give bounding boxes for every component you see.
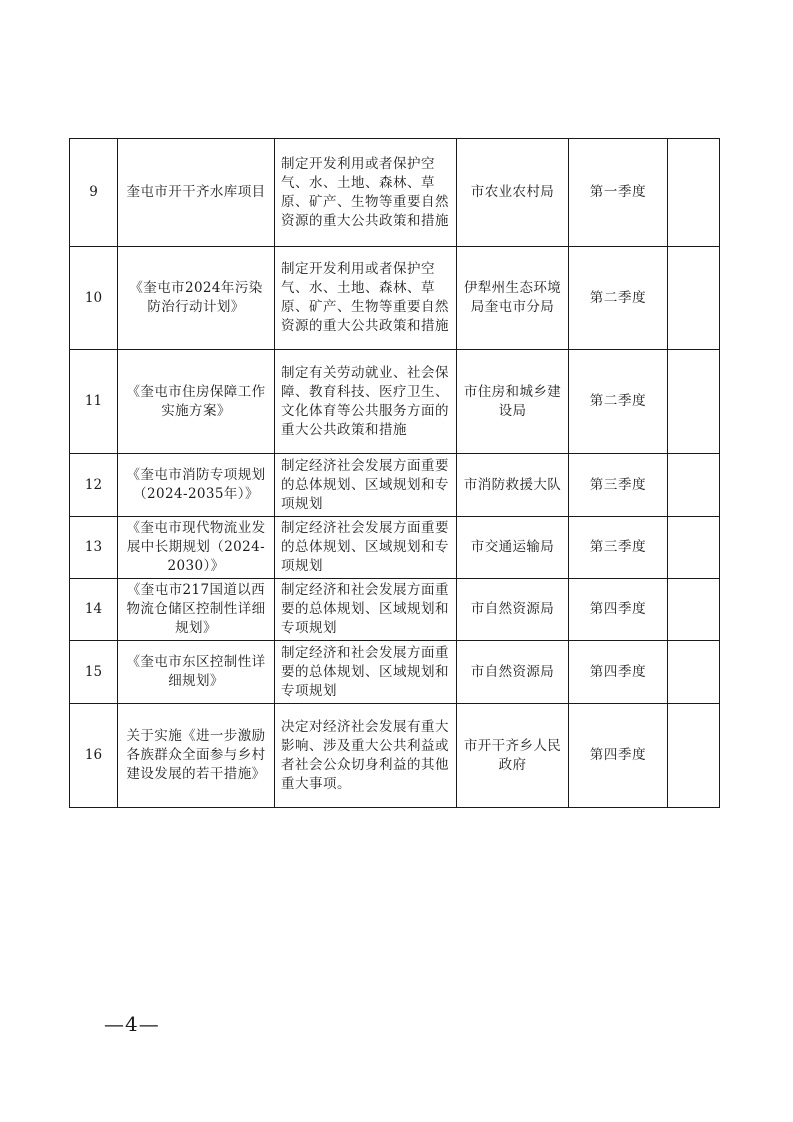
table-row — [70, 350, 720, 454]
table-row — [70, 517, 720, 579]
decision-basis: 制定经济和社会发展方面重要的总体规划、区域规划和专项规划 — [275, 579, 457, 641]
table-row — [70, 641, 720, 704]
table-row — [70, 247, 720, 350]
schedule-quarter: 第四季度 — [569, 579, 668, 641]
item-name: 《奎屯市东区控制性详细规划》 — [118, 641, 275, 704]
item-name: 《奎屯市217国道以西物流仓储区控制性详细规划》 — [118, 579, 275, 641]
decision-basis: 制定开发利用或者保护空气、水、土地、森林、草原、矿产、生物等重要自然资源的重大公共政策和措施 — [275, 247, 457, 350]
row-number: 13 — [70, 517, 118, 579]
decision-basis: 制定经济社会发展方面重要的总体规划、区域规划和专项规划 — [275, 454, 457, 517]
row-number: 11 — [70, 350, 118, 454]
responsible-department: 市交通运输局 — [457, 517, 569, 579]
remarks-cell — [668, 704, 720, 808]
schedule-quarter: 第二季度 — [569, 350, 668, 454]
row-number: 10 — [70, 247, 118, 350]
page-number: —4— — [104, 1012, 160, 1036]
item-name: 奎屯市开干齐水库项目 — [118, 139, 275, 247]
row-number: 9 — [70, 139, 118, 247]
row-number: 15 — [70, 641, 118, 704]
responsible-department: 市消防救援大队 — [457, 454, 569, 517]
schedule-quarter: 第一季度 — [569, 139, 668, 247]
decision-basis: 决定对经济社会发展有重大影响、涉及重大公共利益或者社会公众切身利益的其他重大事项。 — [275, 704, 457, 808]
decision-basis: 制定有关劳动就业、社会保障、教育科技、医疗卫生、文化体育等公共服务方面的重大公共政策和措施 — [275, 350, 457, 454]
remarks-cell — [668, 641, 720, 704]
responsible-department: 市住房和城乡建设局 — [457, 350, 569, 454]
decision-items-table — [69, 138, 720, 808]
responsible-department: 市农业农村局 — [457, 139, 569, 247]
item-name: 关于实施《进一步激励各族群众全面参与乡村建设发展的若干措施》 — [118, 704, 275, 808]
row-number: 16 — [70, 704, 118, 808]
remarks-cell — [668, 139, 720, 247]
decision-basis: 制定经济和社会发展方面重要的总体规划、区域规划和专项规划 — [275, 641, 457, 704]
schedule-quarter: 第四季度 — [569, 641, 668, 704]
remarks-cell — [668, 247, 720, 350]
responsible-department: 市开干齐乡人民政府 — [457, 704, 569, 808]
item-name: 《奎屯市2024年污染防治行动计划》 — [118, 247, 275, 350]
responsible-department: 市自然资源局 — [457, 641, 569, 704]
schedule-quarter: 第三季度 — [569, 454, 668, 517]
item-name: 《奎屯市现代物流业发展中长期规划（2024-2030）》 — [118, 517, 275, 579]
schedule-quarter: 第四季度 — [569, 704, 668, 808]
table-row — [70, 454, 720, 517]
table-row — [70, 139, 720, 247]
table-row — [70, 704, 720, 808]
item-name: 《奎屯市消防专项规划（2024-2035年）》 — [118, 454, 275, 517]
row-number: 12 — [70, 454, 118, 517]
remarks-cell — [668, 579, 720, 641]
responsible-department: 伊犁州生态环境局奎屯市分局 — [457, 247, 569, 350]
item-name: 《奎屯市住房保障工作实施方案》 — [118, 350, 275, 454]
schedule-quarter: 第二季度 — [569, 247, 668, 350]
decision-basis: 制定开发利用或者保护空气、水、土地、森林、草原、矿产、生物等重要自然资源的重大公共政策和措施 — [275, 139, 457, 247]
schedule-quarter: 第三季度 — [569, 517, 668, 579]
responsible-department: 市自然资源局 — [457, 579, 569, 641]
remarks-cell — [668, 350, 720, 454]
table-row — [70, 579, 720, 641]
remarks-cell — [668, 517, 720, 579]
remarks-cell — [668, 454, 720, 517]
decision-basis: 制定经济社会发展方面重要的总体规划、区域规划和专项规划 — [275, 517, 457, 579]
row-number: 14 — [70, 579, 118, 641]
